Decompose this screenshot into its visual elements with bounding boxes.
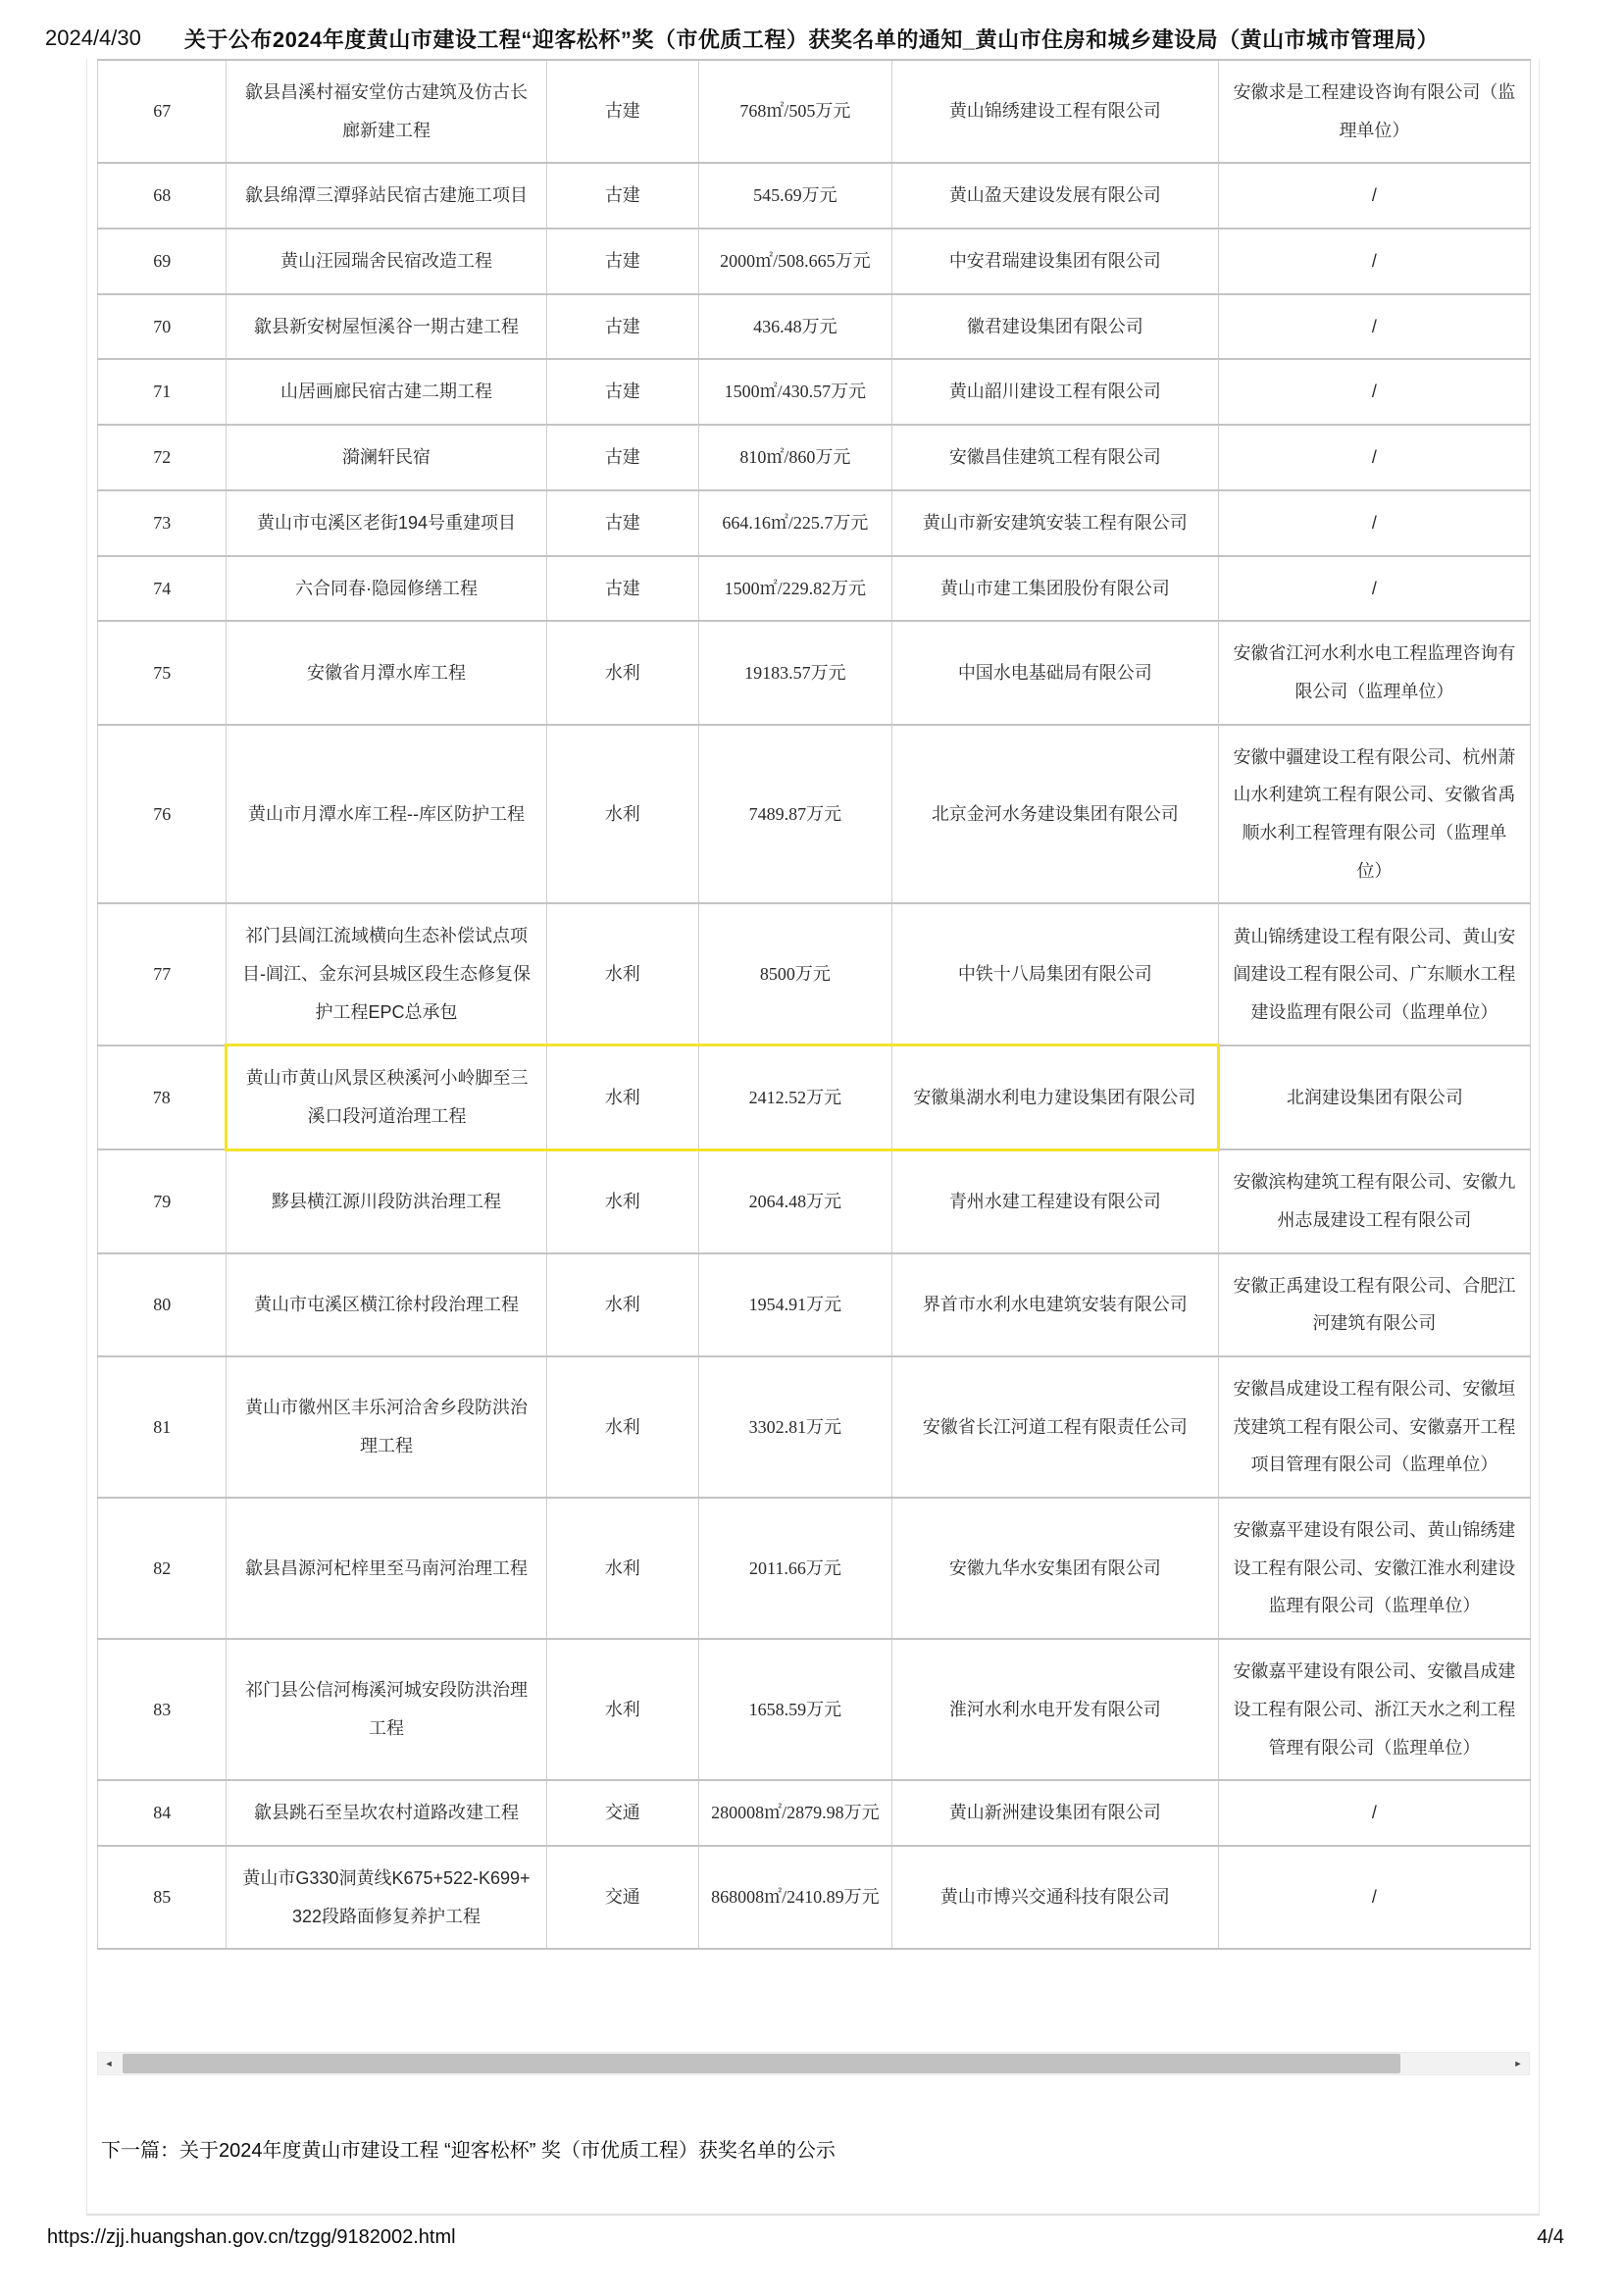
cost-cell: 768㎡/505万元	[699, 60, 892, 163]
footer-page-number: 4/4	[1537, 2226, 1564, 2248]
builder-cell: 中铁十八局集团有限公司	[891, 903, 1218, 1046]
table-row	[98, 725, 1531, 904]
category-cell: 水利	[546, 621, 699, 724]
category-cell: 古建	[546, 60, 699, 163]
supervisor-cell: /	[1218, 1846, 1530, 1949]
category-cell: 水利	[546, 1253, 699, 1356]
category-cell: 古建	[546, 359, 699, 425]
builder-cell: 青州水建工程建设有限公司	[891, 1149, 1218, 1252]
print-date: 2024/4/30	[45, 26, 141, 50]
cost-cell: 868008㎡/2410.89万元	[699, 1846, 892, 1949]
table-row	[98, 1253, 1531, 1356]
builder-cell: 黄山锦绣建设工程有限公司	[891, 60, 1218, 163]
project-name-cell: 歙县跳石至呈坎农村道路改建工程	[227, 1780, 546, 1846]
row-number-cell: 72	[98, 425, 227, 490]
cost-cell: 2000㎡/508.665万元	[699, 229, 892, 294]
table-row	[98, 1780, 1531, 1846]
builder-cell: 安徽昌佳建筑工程有限公司	[891, 425, 1218, 490]
builder-cell: 黄山市建工集团股份有限公司	[891, 556, 1218, 622]
row-number-cell: 75	[98, 621, 227, 724]
page-header	[0, 0, 1623, 59]
project-name-cell: 祁门县阊江流域横向生态补偿试点项目-阊江、金东河县城区段生态修复保护工程EPC总承包	[227, 903, 546, 1046]
builder-cell: 黄山韶川建设工程有限公司	[891, 359, 1218, 425]
builder-cell: 安徽巢湖水利电力建设集团有限公司	[891, 1046, 1218, 1149]
row-number-cell: 79	[98, 1149, 227, 1252]
next-article-link[interactable]: 下一篇：关于2024年度黄山市建设工程 “迎客松杯” 奖（市优质工程）获奖名单的公示	[101, 2140, 836, 2163]
row-number-cell: 71	[98, 359, 227, 425]
builder-cell: 徽君建设集团有限公司	[891, 294, 1218, 360]
row-number-cell: 74	[98, 556, 227, 622]
footer-url: https://zjj.huangshan.gov.cn/tzgg/9182002.html	[47, 2226, 456, 2248]
builder-cell: 北京金河水务建设集团有限公司	[891, 725, 1218, 904]
builder-cell: 安徽九华水安集团有限公司	[891, 1498, 1218, 1639]
project-name-cell: 安徽省月潭水库工程	[227, 621, 546, 724]
row-number-cell: 85	[98, 1846, 227, 1949]
row-number-cell: 73	[98, 490, 227, 556]
category-cell: 古建	[546, 556, 699, 622]
project-name-cell: 歙县新安树屋恒溪谷一期古建工程	[227, 294, 546, 360]
project-name-cell: 黄山市月潭水库工程--库区防护工程	[227, 725, 546, 904]
project-name-cell: 黄山市屯溪区横江徐村段治理工程	[227, 1253, 546, 1356]
supervisor-cell: 黄山锦绣建设工程有限公司、黄山安阊建设工程有限公司、广东顺水工程建设监理有限公司（监理单位）	[1218, 903, 1530, 1046]
category-cell: 古建	[546, 163, 699, 229]
row-number-cell: 70	[98, 294, 227, 360]
table-row	[98, 359, 1531, 425]
cost-cell: 2011.66万元	[699, 1498, 892, 1639]
project-name-cell: 歙县绵潭三潭驿站民宿古建施工项目	[227, 163, 546, 229]
cost-cell: 19183.57万元	[699, 621, 892, 724]
table-row	[98, 425, 1531, 490]
project-name-cell: 黄山汪园瑞舍民宿改造工程	[227, 229, 546, 294]
project-name-cell: 黟县横江源川段防洪治理工程	[227, 1149, 546, 1252]
scroll-left-arrow-icon[interactable]: ◄	[98, 2053, 120, 2074]
cost-cell: 2064.48万元	[699, 1149, 892, 1252]
row-number-cell: 67	[98, 60, 227, 163]
table-row	[98, 1639, 1531, 1780]
builder-cell: 淮河水利水电开发有限公司	[891, 1639, 1218, 1780]
table-row	[98, 294, 1531, 360]
table-row	[98, 229, 1531, 294]
supervisor-cell: /	[1218, 556, 1530, 622]
category-cell: 水利	[546, 1639, 699, 1780]
builder-cell: 黄山市博兴交通科技有限公司	[891, 1846, 1218, 1949]
category-cell: 水利	[546, 903, 699, 1046]
category-cell: 水利	[546, 1149, 699, 1252]
supervisor-cell: 安徽中疆建设工程有限公司、杭州萧山水利建筑工程有限公司、安徽省禹顺水利工程管理有限公司（监理单位）	[1218, 725, 1530, 904]
category-cell: 水利	[546, 1046, 699, 1149]
table-row	[98, 903, 1531, 1046]
row-number-cell: 81	[98, 1356, 227, 1498]
awards-table	[97, 59, 1531, 1950]
cost-cell: 1954.91万元	[699, 1253, 892, 1356]
builder-cell: 黄山新洲建设集团有限公司	[891, 1780, 1218, 1846]
scroll-right-arrow-icon[interactable]: ►	[1507, 2053, 1529, 2074]
project-name-cell: 六合同春·隐园修缮工程	[227, 556, 546, 622]
cost-cell: 2412.52万元	[699, 1046, 892, 1149]
category-cell: 古建	[546, 490, 699, 556]
content-area	[86, 59, 1540, 2216]
builder-cell: 界首市水利水电建筑安装有限公司	[891, 1253, 1218, 1356]
supervisor-cell: /	[1218, 294, 1530, 360]
supervisor-cell: 安徽滨构建筑工程有限公司、安徽九州志晟建设工程有限公司	[1218, 1149, 1530, 1252]
table-row	[98, 1356, 1531, 1498]
supervisor-cell: /	[1218, 163, 1530, 229]
row-number-cell: 82	[98, 1498, 227, 1639]
supervisor-cell: /	[1218, 1780, 1530, 1846]
page-title: 关于公布2024年度黄山市建设工程“迎客松杯”奖（市优质工程）获奖名单的通知_黄山市住房和城乡建设局（黄山市城市管理局）	[183, 27, 1440, 52]
row-number-cell: 78	[98, 1046, 227, 1149]
cost-cell: 1658.59万元	[699, 1639, 892, 1780]
supervisor-cell: /	[1218, 359, 1530, 425]
supervisor-cell: 安徽正禹建设工程有限公司、合肥江河建筑有限公司	[1218, 1253, 1530, 1356]
project-name-cell: 歙县昌源河杞梓里至马南河治理工程	[227, 1498, 546, 1639]
row-number-cell: 69	[98, 229, 227, 294]
project-name-cell: 黄山市徽州区丰乐河洽舍乡段防洪治理工程	[227, 1356, 546, 1498]
project-name-cell: 黄山市屯溪区老街194号重建项目	[227, 490, 546, 556]
project-name-cell: 歙县昌溪村福安堂仿古建筑及仿古长廊新建工程	[227, 60, 546, 163]
cost-cell: 8500万元	[699, 903, 892, 1046]
cost-cell: 280008㎡/2879.98万元	[699, 1780, 892, 1846]
category-cell: 交通	[546, 1780, 699, 1846]
supervisor-cell: /	[1218, 229, 1530, 294]
project-name-cell: 漪澜轩民宿	[227, 425, 546, 490]
supervisor-cell: 安徽求是工程建设咨询有限公司（监理单位）	[1218, 60, 1530, 163]
row-number-cell: 68	[98, 163, 227, 229]
row-number-cell: 83	[98, 1639, 227, 1780]
builder-cell: 中安君瑞建设集团有限公司	[891, 229, 1218, 294]
row-number-cell: 76	[98, 725, 227, 904]
table-row	[98, 621, 1531, 724]
supervisor-cell: 安徽省江河水利水电工程监理咨询有限公司（监理单位）	[1218, 621, 1530, 724]
cost-cell: 1500㎡/430.57万元	[699, 359, 892, 425]
table-row	[98, 1046, 1531, 1149]
cost-cell: 545.69万元	[699, 163, 892, 229]
row-number-cell: 80	[98, 1253, 227, 1356]
table-row	[98, 1149, 1531, 1252]
category-cell: 古建	[546, 294, 699, 360]
category-cell: 古建	[546, 229, 699, 294]
category-cell: 水利	[546, 725, 699, 904]
scrollbar-track[interactable]	[120, 2053, 1507, 2074]
horizontal-scrollbar[interactable]	[97, 2052, 1530, 2075]
row-number-cell: 77	[98, 903, 227, 1046]
project-name-cell: 山居画廊民宿古建二期工程	[227, 359, 546, 425]
supervisor-cell: /	[1218, 490, 1530, 556]
category-cell: 水利	[546, 1356, 699, 1498]
builder-cell: 中国水电基础局有限公司	[891, 621, 1218, 724]
table-row	[98, 60, 1531, 163]
cost-cell: 436.48万元	[699, 294, 892, 360]
category-cell: 交通	[546, 1846, 699, 1949]
awards-table-body	[98, 60, 1531, 1949]
table-row	[98, 1498, 1531, 1639]
category-cell: 古建	[546, 425, 699, 490]
page-footer	[47, 2226, 1564, 2249]
cost-cell: 664.16㎡/225.7万元	[699, 490, 892, 556]
builder-cell: 黄山市新安建筑安装工程有限公司	[891, 490, 1218, 556]
scrollbar-thumb[interactable]	[123, 2054, 1400, 2073]
supervisor-cell: 安徽昌成建设工程有限公司、安徽垣茂建筑工程有限公司、安徽嘉开工程项目管理有限公司（监理单位）	[1218, 1356, 1530, 1498]
builder-cell: 黄山盈天建设发展有限公司	[891, 163, 1218, 229]
category-cell: 水利	[546, 1498, 699, 1639]
supervisor-cell: 北润建设集团有限公司	[1218, 1046, 1530, 1149]
table-row	[98, 490, 1531, 556]
supervisor-cell: /	[1218, 425, 1530, 490]
cost-cell: 3302.81万元	[699, 1356, 892, 1498]
table-row	[98, 1846, 1531, 1949]
row-number-cell: 84	[98, 1780, 227, 1846]
project-name-cell: 黄山市黄山风景区秧溪河小岭脚至三溪口段河道治理工程	[227, 1046, 546, 1149]
project-name-cell: 祁门县公信河梅溪河城安段防洪治理工程	[227, 1639, 546, 1780]
builder-cell: 安徽省长江河道工程有限责任公司	[891, 1356, 1218, 1498]
cost-cell: 1500㎡/229.82万元	[699, 556, 892, 622]
table-row	[98, 556, 1531, 622]
cost-cell: 810㎡/860万元	[699, 425, 892, 490]
project-name-cell: 黄山市G330洞黄线K675+522-K699+322段路面修复养护工程	[227, 1846, 546, 1949]
supervisor-cell: 安徽嘉平建设有限公司、黄山锦绣建设工程有限公司、安徽江淮水利建设监理有限公司（监理单位）	[1218, 1498, 1530, 1639]
cost-cell: 7489.87万元	[699, 725, 892, 904]
supervisor-cell: 安徽嘉平建设有限公司、安徽昌成建设工程有限公司、浙江天水之利工程管理有限公司（监理单位）	[1218, 1639, 1530, 1780]
table-row	[98, 163, 1531, 229]
